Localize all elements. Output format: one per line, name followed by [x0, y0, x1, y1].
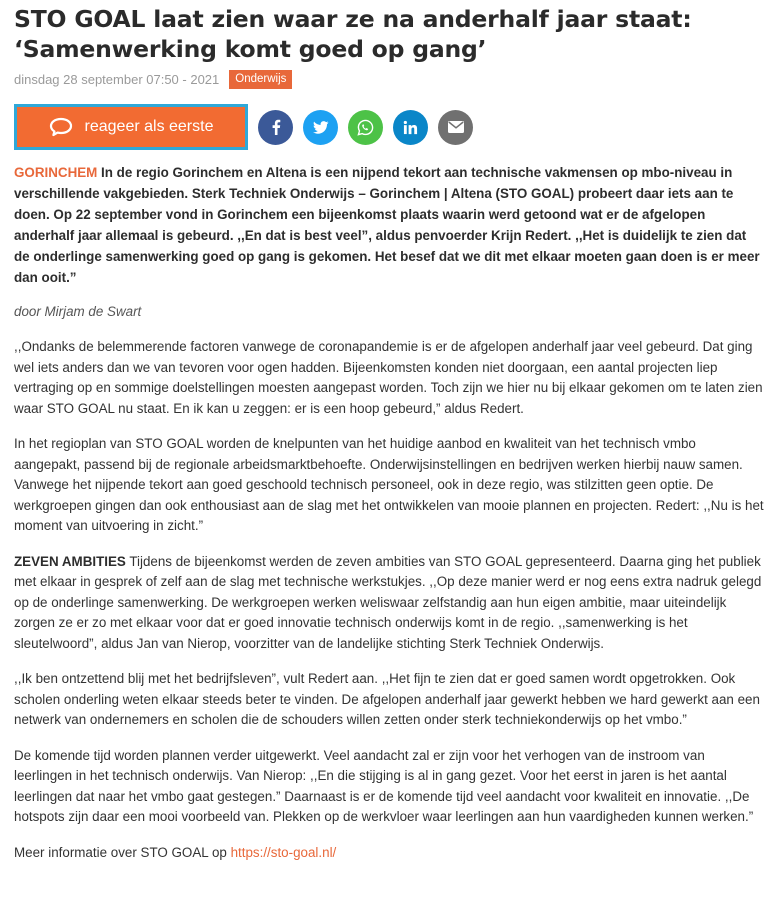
sto-goal-link[interactable]: https://sto-goal.nl/ [230, 844, 337, 860]
react-button-label: reageer als eerste [84, 118, 214, 135]
whatsapp-share-button[interactable] [348, 110, 383, 145]
react-button[interactable] [14, 104, 248, 150]
facebook-icon [271, 119, 281, 135]
facebook-share-button[interactable] [258, 110, 293, 145]
lead-place: GORINCHEM [14, 165, 98, 180]
email-share-button[interactable] [438, 110, 473, 145]
linkedin-icon [403, 120, 418, 135]
paragraph-1: ,,Ondanks de belemmerende factoren vanwege de coronapandemie is er de afgelopen anderhalf jaar veel gebeurd. Dat ging wel iets anders dan we van tevoren voor ogen hadden. Bijeenkomsten konden niet doorgaan, een aantal projecten liep vertraging op en sommige doelstellingen moesten aangepast worden. Toch zijn we hier nu bij elkaar gekomen om te laten zien waar STO GOAL nu staat. En ik kan u zeggen: er is een hoop gebeurd,” aldus Redert. [14, 339, 763, 416]
more-info-text: Meer informatie over STO GOAL op [14, 844, 231, 860]
article-title: STO GOAL laat zien waar ze na anderhalf jaar staat: ‘Samenwerking komt goed op gang’ [14, 5, 692, 63]
paragraph-5: De komende tijd worden plannen verder uitgewerkt. Veel aandacht zal er zijn voor het verhogen van de instroom van leerlingen in het technisch onderwijs. Van Nierop: ,,En die stijging is al in gang gezet. Voor het eerst in jaren is het aantal leerlingen dat naar het vmbo gaat gestegen.” Daarnaast is er de komende tijd veel aandacht voor kwaliteit en innovatie. ,,De hotspots zijn daar een mooi voorbeeld van. Plekken op de werkvloer waar leerlingen aan hun vaardigheden kunnen werken.” [14, 747, 754, 824]
article [14, 0, 764, 863]
section-heading: ZEVEN AMBITIES [14, 553, 126, 569]
twitter-icon [313, 121, 329, 134]
paragraph-3-text: Tijdens de bijeenkomst werden de zeven ambities van STO GOAL gepresenteerd. Daarna ging het publiek met elkaar in gesprek of zelf aan de slag met technische werkstukjes. ,,Op deze manier werd er nog eens extra nadruk gelegd op de onderlinge samenwerking. De werkgroepen werken weliswaar zelfstandig aan hun eigen ambitie, maar uiteindelijk zorgen ze er zo met elkaar voor dat er goed innovatie technisch onderwijs komt in de regio. ,,samenwerking is het sleutelwoord”, aldus Jan van Nierop, voorzitter van de landelijke stichting Sterk Techniek Onderwijs. [14, 553, 762, 651]
paragraph-2: In het regioplan van STO GOAL worden de knelpunten van het huidige aanbod en kwaliteit van het technisch vmbo aangepakt, passend bij de regionale arbeidsmarktbehoefte. Onderwijsinstellingen en bedrijven werken hierbij nauw samen. Vanwege het nijpende tekort aan goed geschoold technisch personeel, ook in deze regio, was stilzitten geen optie. De werkgroepen gingen dan ook enthousiast aan de slag met het ontwikkelen van mooie plannen en projecten. Redert: ,,Nu is het moment van uitvoering in zicht.” [14, 436, 764, 533]
envelope-icon [448, 121, 464, 133]
share-buttons [258, 110, 483, 145]
twitter-share-button[interactable] [303, 110, 338, 145]
action-bar [14, 104, 764, 150]
whatsapp-icon [357, 119, 374, 136]
lead-text: In de regio Gorinchem en Altena is een nijpend tekort aan technische vakmensen op mbo-niveau in verschillende vakgebieden. Sterk Techniek Onderwijs – Gorinchem | Altena (STO GOAL) probeert daar iets aan te doen. Op 22 september vond in Gorinchem een bijeenkomst plaats waarin werd getoond wat er de afgelopen anderhalf jaar allemaal is gebeurd. ,,En dat is best veel”, aldus penvoerder Krijn Redert. ,,Het is duidelijk te zien dat de onderlinge samenwerking goed op gang is gekomen. Het besef dat we dit met elkaar moeten gaan doen is er meer dan ooit.” [14, 165, 760, 285]
paragraph-4: ,,Ik ben ontzettend blij met het bedrijfsleven”, vult Redert aan. ,,Het fijn te zien dat er goed samen wordt opgetrokken. Ook scholen onderling weten elkaar steeds beter te vinden. De afgelopen anderhalf jaar gewerkt hebben we hard gewerkt aan een netwerk van ondernemers en scholen die de schouders willen zetten onder sterk techniekonderwijs op het vmbo.” [14, 671, 760, 727]
paragraph-3 [14, 552, 764, 655]
category-badge[interactable]: Onderwijs [229, 70, 292, 89]
comment-bubble-icon [49, 117, 73, 137]
article-lead [14, 162, 764, 288]
article-date: dinsdag 28 september 07:50 - 2021 [14, 71, 220, 87]
linkedin-share-button[interactable] [393, 110, 428, 145]
article-meta [14, 68, 764, 90]
article-author: door Mirjam de Swart [14, 304, 142, 319]
more-info [14, 843, 764, 864]
